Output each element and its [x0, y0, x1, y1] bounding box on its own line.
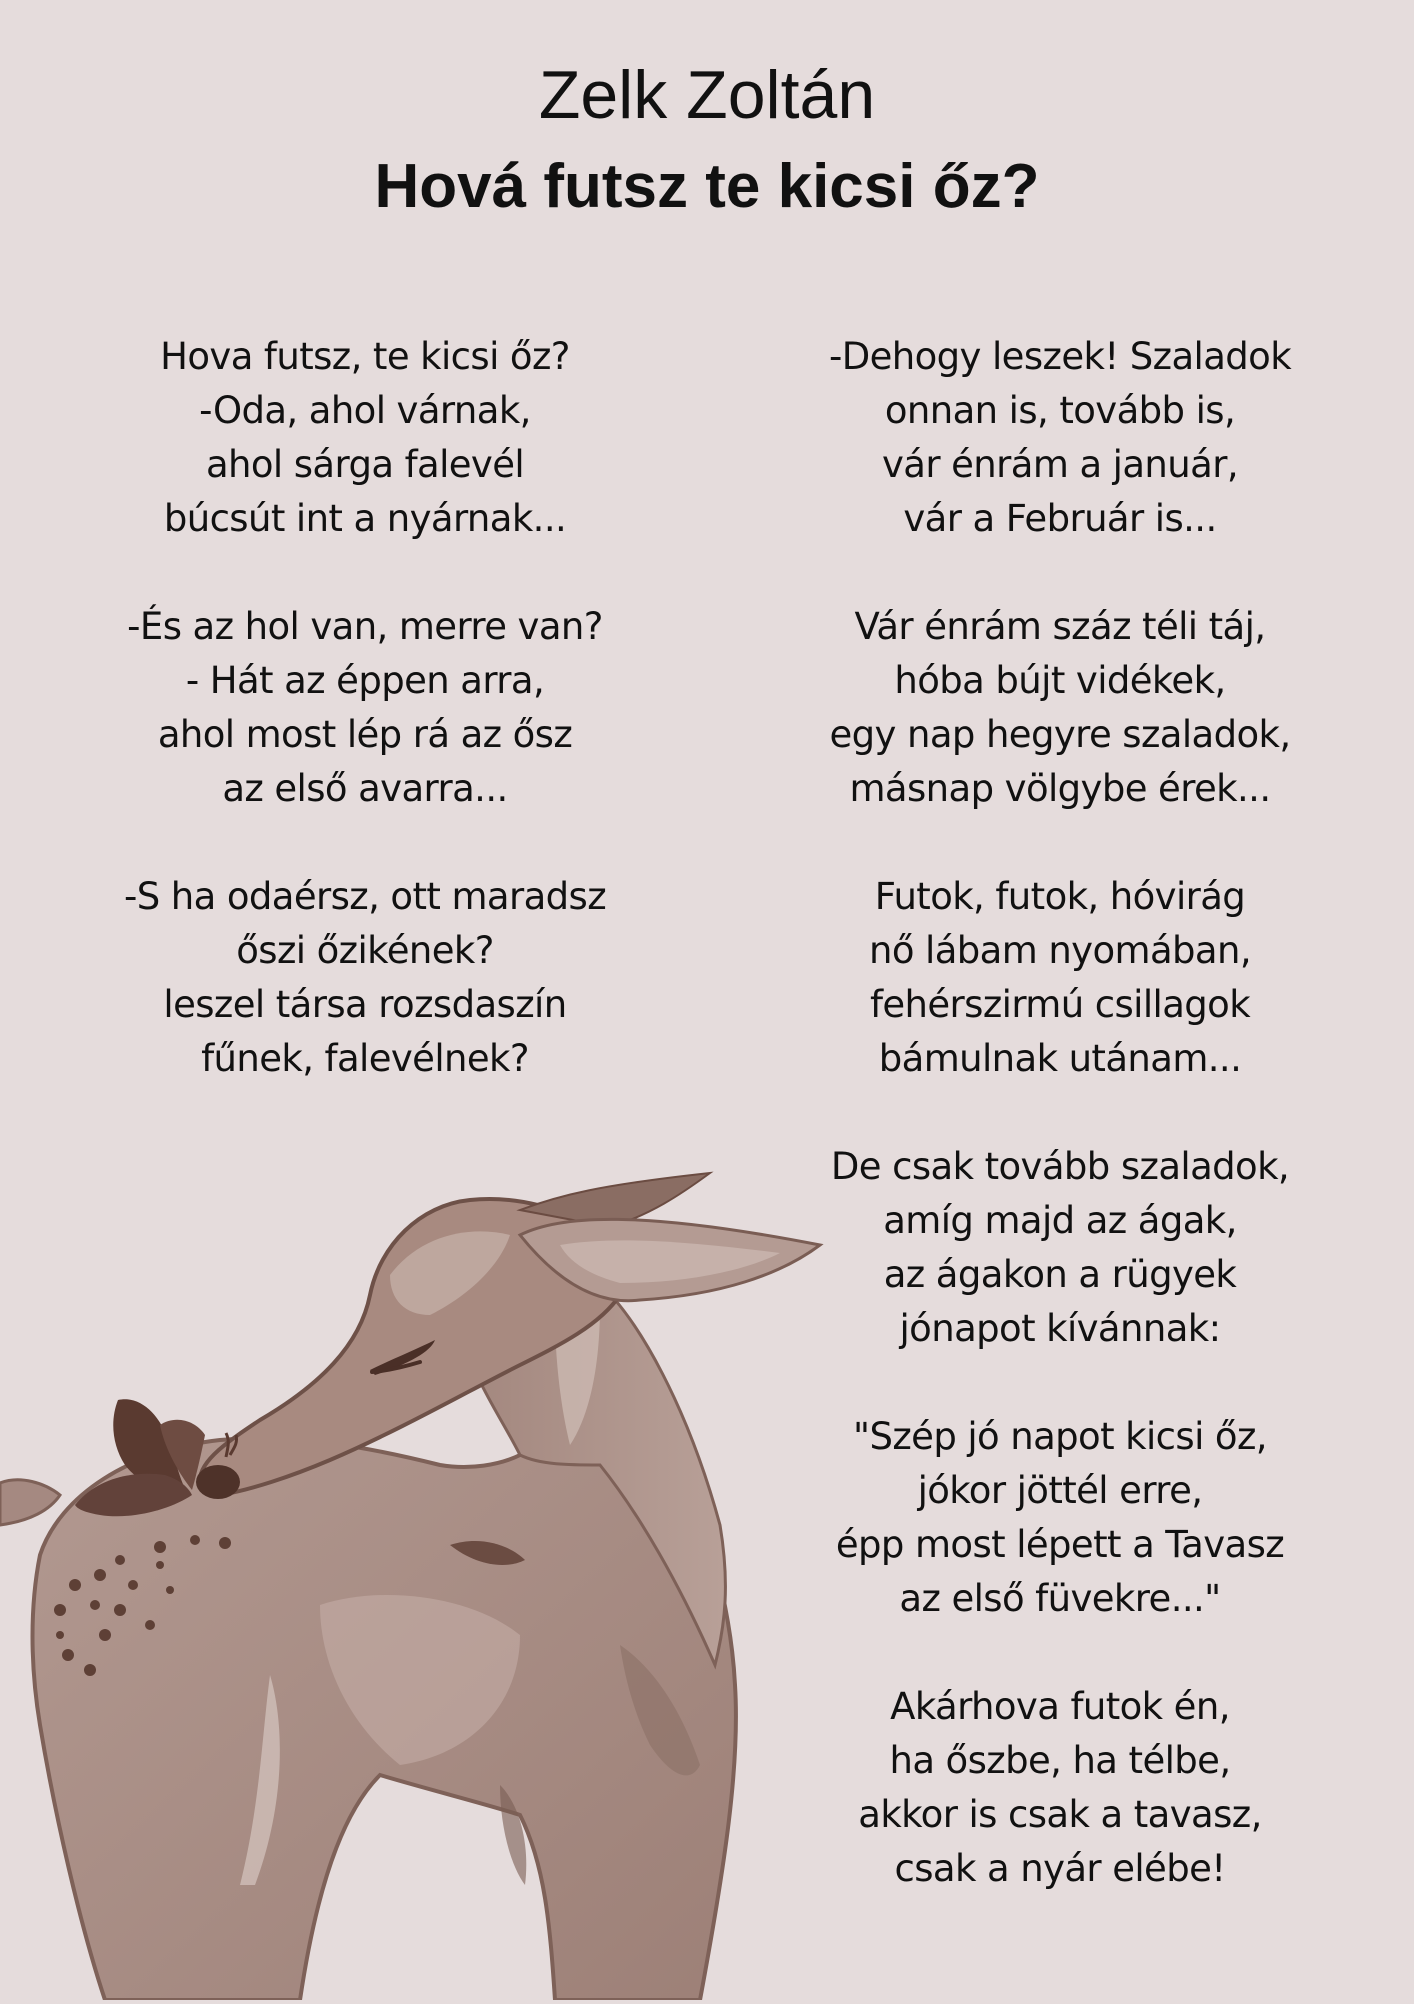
stanza	[790, 1410, 1330, 1626]
poem-line: ahol sárga falevél	[205, 443, 525, 486]
stanza	[790, 1140, 1330, 1356]
poem-line: az első avarra...	[222, 767, 508, 810]
poem-line: -S ha odaérsz, ott maradsz	[123, 875, 607, 918]
stanza	[790, 600, 1330, 816]
poem-line: épp most lépett a Tavasz	[835, 1523, 1285, 1566]
poem-line: onnan is, tovább is,	[884, 389, 1236, 432]
poem-line: Akárhova futok én,	[890, 1685, 1230, 1728]
poem-line: az ágakon a rügyek	[883, 1253, 1237, 1296]
poem-line: -Dehogy leszek! Szaladok	[828, 335, 1292, 378]
poem-line: - Hát az éppen arra,	[185, 659, 545, 702]
header	[0, 52, 1414, 232]
poem-line: -Oda, ahol várnak,	[199, 389, 531, 432]
poem-line: vár énrám a január,	[882, 443, 1238, 486]
poem-line: Futok, futok, hóvirág	[874, 875, 1246, 918]
poem-line: Vár énrám száz téli táj,	[854, 605, 1266, 648]
poem-line: vár a Február is...	[903, 497, 1217, 540]
deer-icon	[0, 1165, 830, 2000]
author-name: Zelk Zoltán	[538, 57, 876, 133]
poem-line: "Szép jó napot kicsi őz,	[853, 1415, 1267, 1458]
poem-line: De csak tovább szaladok,	[830, 1145, 1290, 1188]
poem-line: jónapot kívánnak:	[899, 1307, 1221, 1350]
poem-line: őszi őzikének?	[236, 929, 494, 972]
poem-line: akkor is csak a tavasz,	[858, 1793, 1262, 1836]
deer-illustration	[0, 1165, 830, 2000]
stanza	[790, 1680, 1330, 1896]
poem-line: búcsút int a nyárnak...	[163, 497, 567, 540]
poem-line: jókor jöttél erre,	[917, 1469, 1203, 1512]
poem-line: csak a nyár elébe!	[894, 1847, 1226, 1890]
stanza	[85, 330, 645, 546]
poem-line: ahol most lép rá az ősz	[157, 713, 573, 756]
stanza	[790, 330, 1330, 546]
poem-line: bámulnak utánam...	[878, 1037, 1242, 1080]
stanza	[85, 870, 645, 1086]
poem-line: Hova futsz, te kicsi őz?	[160, 335, 570, 378]
poem-left-column	[85, 330, 645, 1140]
poem-line: fűnek, falevélnek?	[201, 1037, 529, 1080]
poem-line: az első füvekre..."	[899, 1577, 1221, 1620]
poem-line: másnap völgybe érek...	[849, 767, 1271, 810]
poem-line: fehérszirmú csillagok	[869, 983, 1251, 1026]
stanza	[790, 870, 1330, 1086]
poem-right-column	[790, 330, 1330, 1950]
poem-line: amíg majd az ágak,	[883, 1199, 1237, 1242]
poem-line: -És az hol van, merre van?	[127, 605, 603, 648]
poem-line: leszel társa rozsdaszín	[163, 983, 567, 1026]
poem-line: ha őszbe, ha télbe,	[889, 1739, 1231, 1782]
stanza	[85, 600, 645, 816]
poem-line: nő lábam nyomában,	[868, 929, 1252, 972]
poem-title: Hová futsz te kicsi őz?	[374, 152, 1040, 221]
poem-line: hóba bújt vidékek,	[894, 659, 1226, 702]
poem-line: egy nap hegyre szaladok,	[829, 713, 1291, 756]
